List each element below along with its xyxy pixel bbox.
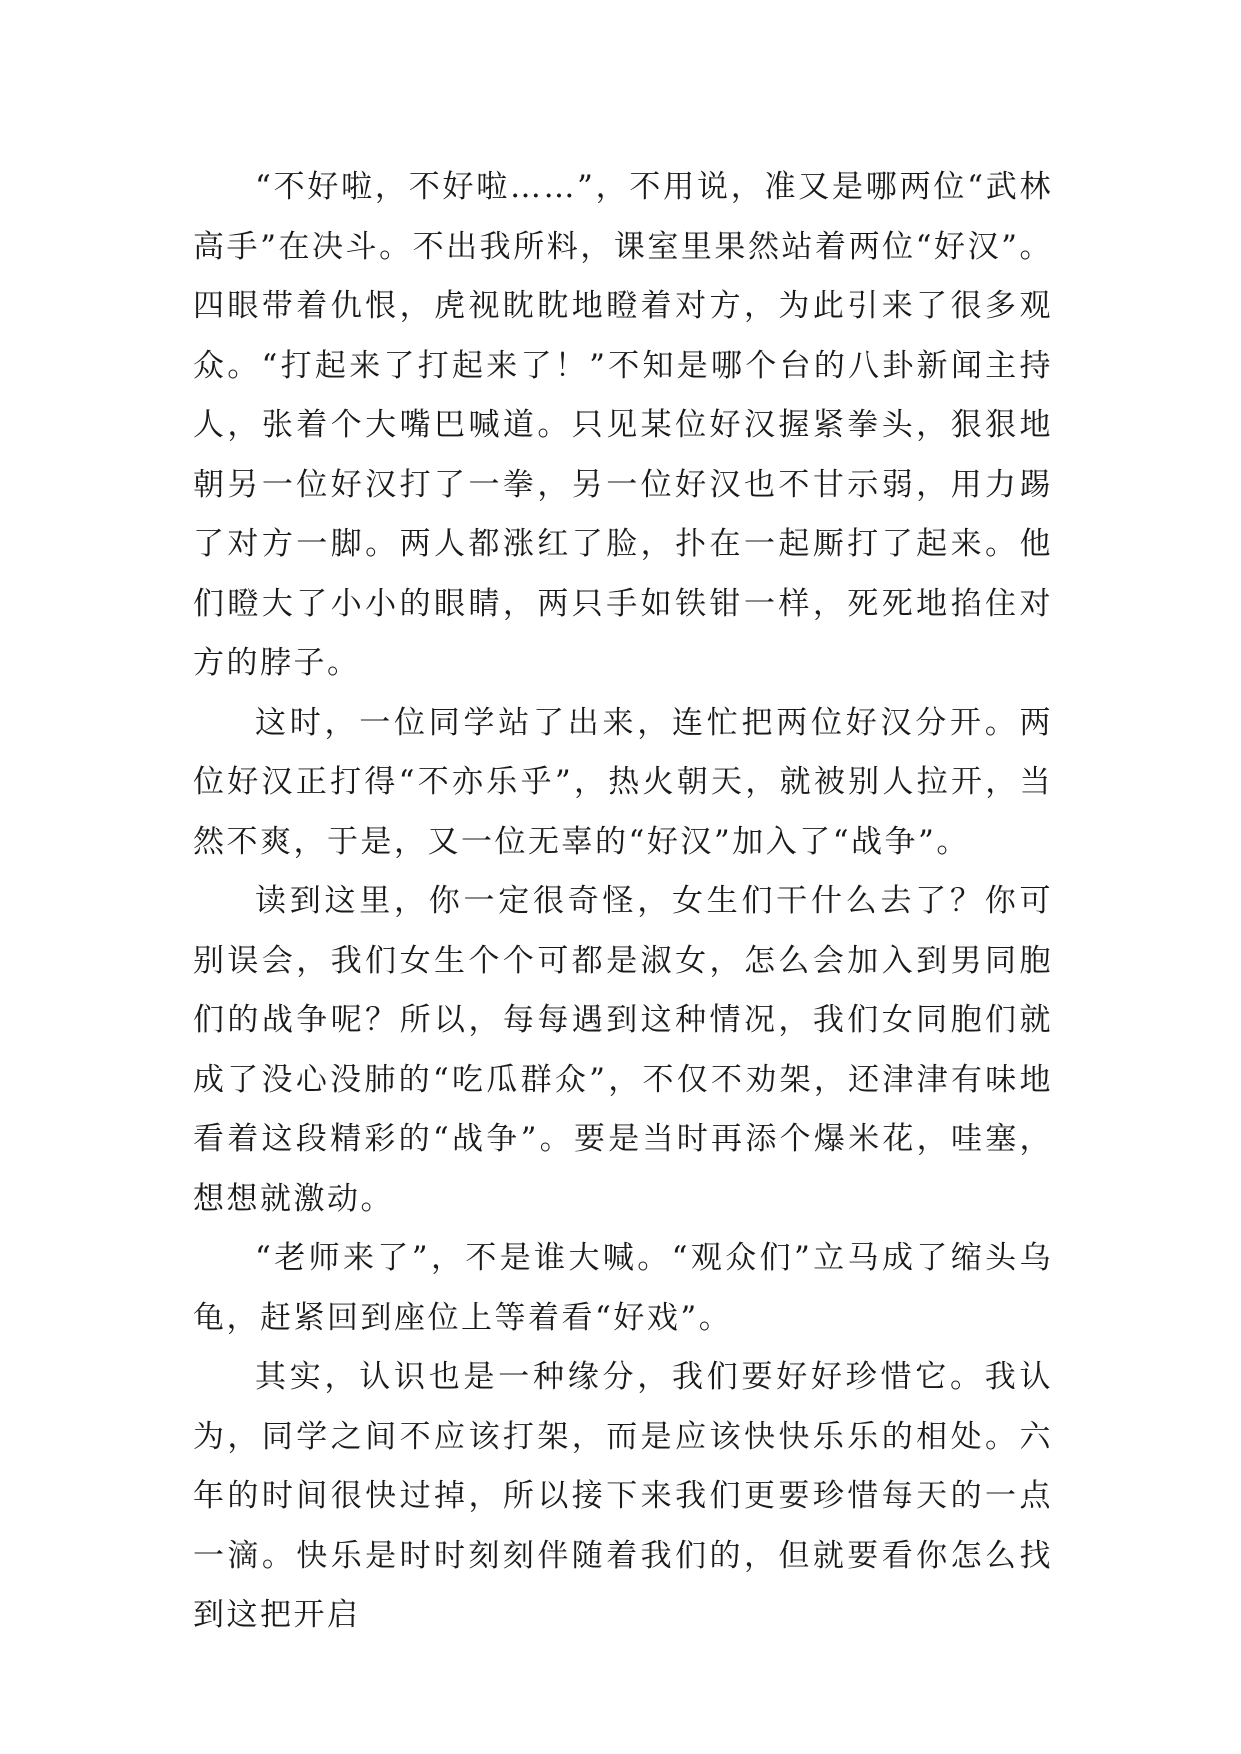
body-text [193,158,1053,1646]
paragraph-girls-watching: 读到这里，你一定很奇怪，女生们干什么去了？你可别误会，我们女生个个可都是淑女，怎么会加入到男同胞们的战争呢？所以，每每遇到这种情况，我们女同胞们就成了没心没肺的“吃瓜群众”，不仅不劝架，还津津有味地看着这段精彩的“战争”。要是当时再添个爆米花，哇塞，想想就激动。 [193,883,1053,1217]
paragraph-teacher-arrives: “老师来了”，不是谁大喊。“观众们”立马成了缩头乌龟，赶紧回到座位上等着看“好戏”。 [193,1240,1053,1336]
paragraph-fight-scene: “不好啦，不好啦……”，不用说，准又是哪两位“武林高手”在决斗。不出我所料，课室里果然站着两位“好汉”。四眼带着仇恨，虎视眈眈地瞪着对方，为此引来了很多观众。“打起来了打起来了！”不知是哪个台的八卦新闻主持人，张着个大嘴巴喊道。只见某位好汉握紧拳头，狠狠地朝另一位好汉打了一拳，另一位好汉也不甘示弱，用力踢了对方一脚。两人都涨红了脸，扑在一起厮打了起来。他们瞪大了小小的眼睛，两只手如铁钳一样，死死地掐住对方的脖子。 [193,169,1053,681]
paragraph-reflection: 其实，认识也是一种缘分，我们要好好珍惜它。我认为，同学之间不应该打架，而是应该快快乐乐的相处。六年的时间很快过掉，所以接下来我们更要珍惜每天的一点一滴。快乐是时时刻刻伴随着我们的，但就要看你怎么找到这把开启 [193,1359,1053,1633]
paragraph-separation: 这时，一位同学站了出来，连忙把两位好汉分开。两位好汉正打得“不亦乐乎”，热火朝天，就被别人拉开，当然不爽，于是，又一位无辜的“好汉”加入了“战争”。 [193,704,1053,860]
